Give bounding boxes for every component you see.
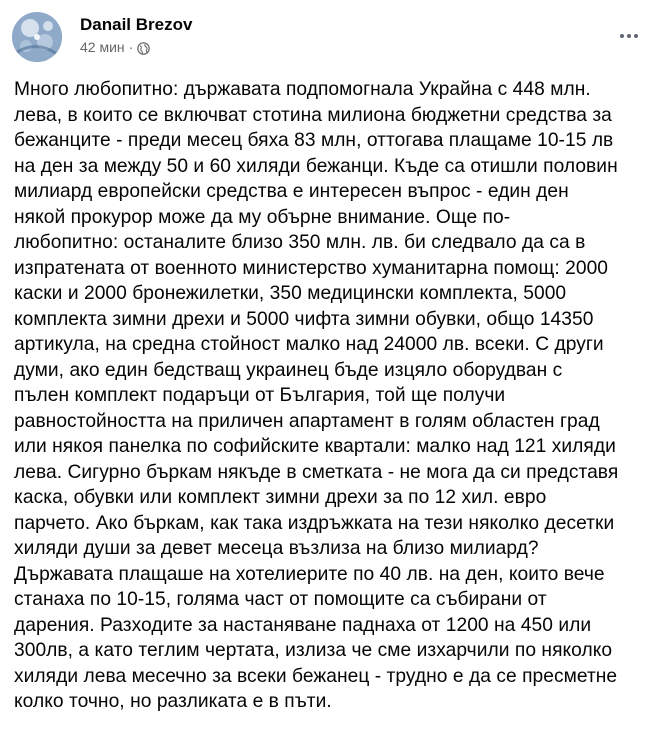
avatar-image (12, 12, 62, 62)
post-meta (80, 38, 192, 56)
more-options-icon[interactable] (613, 20, 645, 52)
avatar[interactable] (12, 12, 62, 62)
post-time[interactable]: 42 мин (80, 39, 125, 55)
post-header (12, 12, 649, 62)
meta-separator: · (128, 39, 134, 55)
post-text: Много любопитно: държавата подпомогнала Украйна с 448 млн. лева, в които се включват стотина милиона бюджетни средства за бежанците - преди месец бяха 83 млн, оттогава плащаме 10-15 лв на ден за между 50 и 60 хиляди бежанци. Къде са отишли половин милиард европейски средства е интересен въпрос - един ден някой прокурор може да му обърне внимание. Още по- любопитно: останалите близо 350 млн. лв. би следвало да са в изпратената от военното министерство хуманитарна помощ: 2000 каски и 2000 бронежилетки, 350 медицински комплекта, 5000 комплекта зимни дрехи и 5000 чифта зимни обувки, общо 14350 артикула, на средна стойност малко над 24000 лв. всеки. С други думи, ако един бедстващ украинец бъде изцяло оборудван с пълен комплект подаръци от България, той ще получи равностойността на приличен апартамент в голям областен град или някоя панелка по софийските квартали: малко над 121 хиляди лева. Сигурно бъркам някъде в сметката - не мога да си представя каска, обувки или комплект зимни дрехи за по 12 хил. евро парчето. Ако бъркам, как така издръжката на тези няколко десетки хиляди души за девет месеца възлиза на близо милиард? Държавата плащаше на хотелиерите по 40 лв. на ден, които вече станаха по 10-15, голяма част от помощите са събирани от дарения. Разходите за настаняване паднаха от 1200 на 450 или 300лв, а като теглим чертата, излиза че сме изхарчили по няколко хиляди лева месечно за всеки бежанец - трудно е да се пресметне колко точно, но разликата е в пъти. (14, 79, 619, 712)
more-dot (634, 34, 638, 38)
globe-icon[interactable] (137, 41, 150, 54)
more-dot (620, 34, 624, 38)
author-block (80, 14, 192, 56)
author-name[interactable]: Danail Brezov (80, 15, 193, 34)
more-dot (627, 34, 631, 38)
